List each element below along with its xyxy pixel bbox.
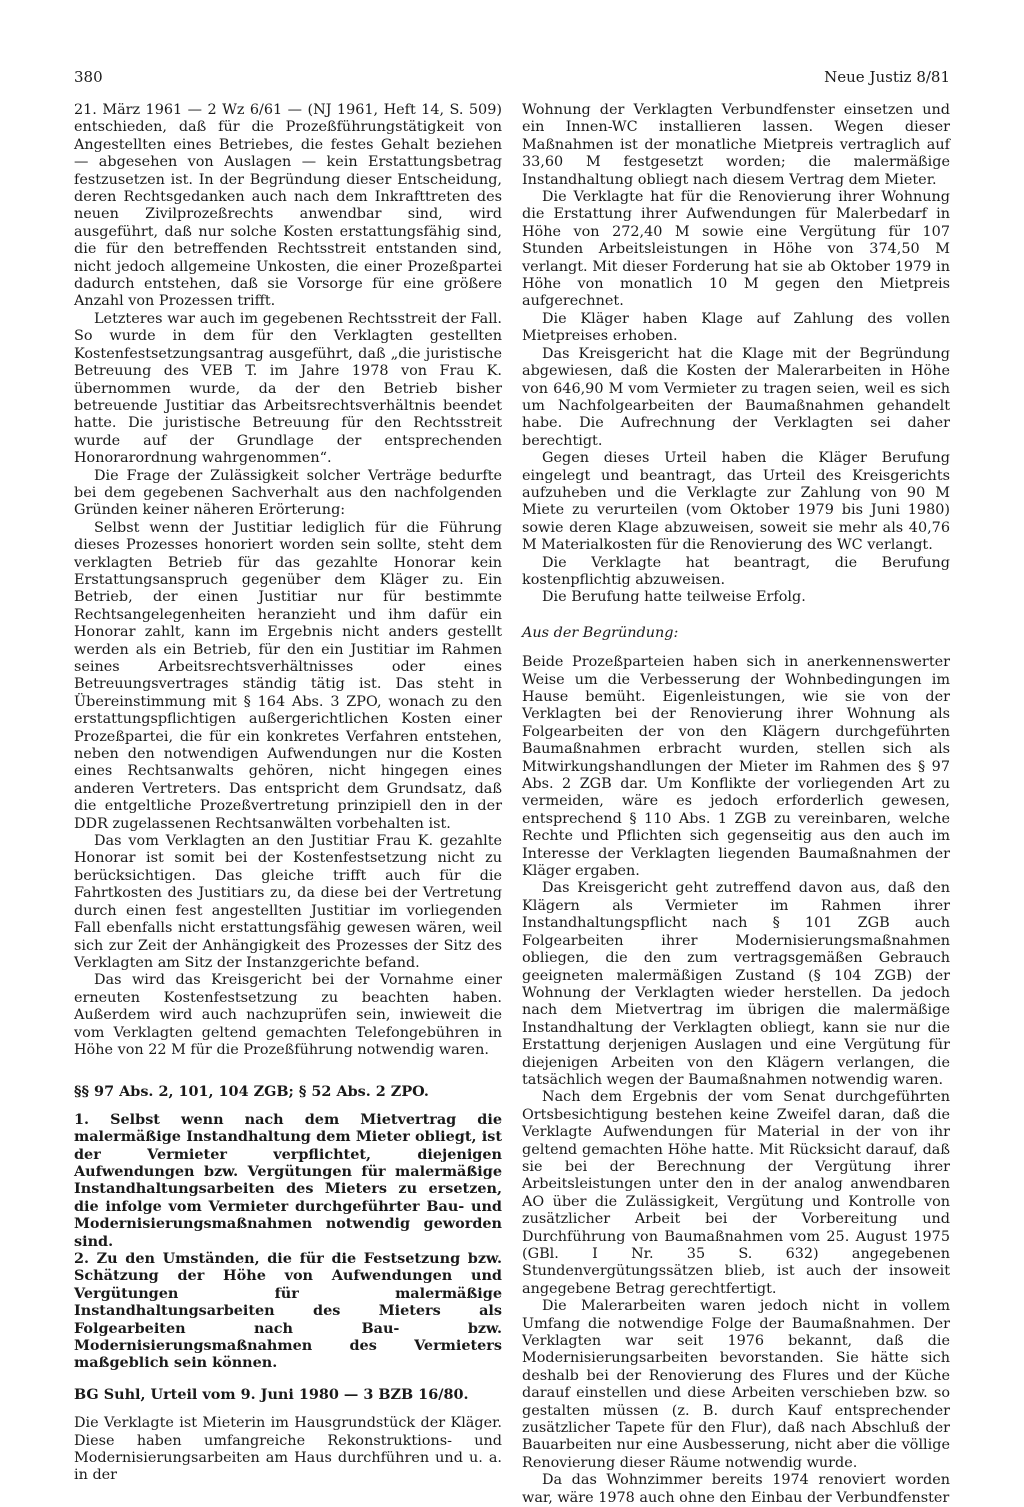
paragraph: 21. März 1961 — 2 Wz 6/61 — (NJ 1961, Heft 14, S. 509) entschieden, daß für die Prozeßführungstätigkeit von Angestellten eines Betriebes, die festes Gehalt beziehen — abgesehen von Auslagen — kein Erstattungsbetrag festzusetzen ist. In der Begründung dieser Entscheidung, deren Rechtsgedanken auch nach dem Inkrafttreten des neuen Zivilprozeßrechts anwendbar sind, wird ausgeführt, daß nur solche Kosten erstattungsfähig sind, die für den betreffenden Rechtsstreit entstanden sind, nicht jedoch allgemeine Unkosten, die einer Prozeßpartei dadurch entstehen, daß sie Vorsorge für eine größere Anzahl von Prozessen trifft. — [74, 102, 502, 310]
paragraph: Selbst wenn der Justitiar lediglich für die Führung dieses Prozesses honoriert worden sein sollte, steht dem verklagten Betrieb für das gezahlte Honorar kein Erstattungsanspruch gegenüber dem Kläger zu. Ein Betrieb, der einen Justitiar nur für bestimmte Rechtsangelegenheiten heranzieht und ihm dafür ein Honorar zahlt, kann im Ergebnis nicht anders gestellt werden als ein Betrieb, für den ein Justitiar im Rahmen seines Arbeitsrechtsverhältnisses oder eines Betreuungsvertrages ständig tätig ist. Das steht in Übereinstimmung mit § 164 Abs. 3 ZPO, wonach zu den erstattungspflichtigen außergerichtlichen Kosten einer Prozeßpartei, die für ein konkretes Verfahren entstehen, neben den notwendigen Aufwendungen nur die Kosten eines Rechtsanwalts gehören, nicht hingegen eines anderen Vertreters. Das entspricht dem Grundsatz, daß die entgeltliche Prozeßvertretung prinzipiell den in der DDR zugelassenen Rechtsanwälten vorbehalten ist. — [74, 519, 502, 832]
paragraph: Die Verklagte hat beantragt, die Berufung kostenpflichtig abzuweisen. — [522, 554, 950, 588]
page-header — [74, 68, 950, 90]
paragraph: Die Malerarbeiten waren jedoch nicht in vollem Umfang die notwendige Folge der Baumaßnahmen. Der Verklagten war seit 1976 bekannt, daß die Modernisierungsarbeiten bevorstanden. Sie hätte sich deshalb bei der Renovierung des Flures und der Küche darauf einstellen und diese Arbeiten verschieben bzw. so gestalten müssen (z. B. durch Kauf entsprechender zusätzlicher Tapete für den Flur), daß nach Abschluß der Bauarbeiten nur eine Ausbesserung, nicht aber die völlige Renovierung dieser Räume notwendig wurde. — [522, 1298, 950, 1471]
paragraph: Gegen dieses Urteil haben die Kläger Berufung eingelegt und beantragt, das Urteil des Kreisgerichts aufzuheben und die Verklagte zur Zahlung von 90 M Miete zu verurteilen (vom Oktober 1979 bis Juni 1980) sowie deren Klage abzuweisen, soweit sie mehr als 40,76 M Materialkosten für die Renovierung des WC verlangt. — [522, 450, 950, 554]
leitsatz-1: 1. Selbst wenn nach dem Mietvertrag die malermäßige Instandhaltung dem Mieter obliegt, ist der Vermieter verpflichtet, diejenigen Aufwendungen bzw. Vergütungen für malermäßige Instandhaltungsarbeiten des Mieters zu ersetzen, die infolge vom Vermieter durchgeführter Bau- und Modernisierungsmaßnahmen notwendig geworden sind. — [74, 1110, 502, 1250]
leitsatz-2: 2. Zu den Umständen, die für die Festsetzung bzw. Schätzung der Höhe von Aufwendungen und Vergütungen für malermäßige Instandhaltungsarbeiten des Mieters als Folgearbeiten nach Bau- bzw. Modernisierungsmaßnahmen des Vermieters maßgeblich sein können. — [74, 1250, 502, 1372]
court-decision-line: BG Suhl, Urteil vom 9. Juni 1980 — 3 BZB 16/80. — [74, 1385, 469, 1403]
statute-heading: §§ 97 Abs. 2, 101, 104 ZGB; § 52 Abs. 2 ZPO. — [74, 1083, 429, 1101]
paragraph: Letzteres war auch im gegebenen Rechtsstreit der Fall. So wurde in dem für den Verklagten gestellten Kostenfestsetzungsantrag ausgeführt, daß „die juristische Betreuung des VEB T. im Jahre 1978 von Frau K. übernommen wurde, da der den Betrieb bisher betreuende Justitiar das Arbeitsrechtsverhältnis beendet hatte. Die juristische Betreuung für den Rechtsstreit wurde auf der Grundlage der entsprechenden Honorarordnung wahrgenommen“. — [74, 310, 502, 467]
paragraph: Die Berufung hatte teilweise Erfolg. — [542, 589, 806, 606]
right-column — [522, 102, 950, 1507]
paragraph: Nach dem Ergebnis der vom Senat durchgeführten Ortsbesichtigung bestehen keine Zweifel daran, daß die Verklagte Aufwendungen für Material in der von ihr geltend gemachten Höhe hatte. Mit Rücksicht darauf, daß sie bei der Berechnung der Vergütung ihrer Arbeitsleistungen unter den in der analog anwendbaren AO über die Zulässigkeit, Vergütung und Kontrolle von zusätzlicher Arbeit bei der Vorbereitung und Durchführung von Baumaßnahmen vom 25. August 1975 (GBl. I Nr. 35 S. 632) angegebenen Stundenvergütungssätzen blieb, ist auch der insoweit angegebene Betrag gerechtfertigt. — [522, 1089, 950, 1297]
left-column — [74, 102, 502, 1485]
paragraph: Das Kreisgericht geht zutreffend davon aus, daß den Klägern als Vermieter im Rahmen ihrer Instandhaltungspflicht nach § 101 ZGB auch Folgearbeiten ihrer Modernisierungsmaßnahmen obliegen, die den zum vertragsgemäßen Gebrauch geeigneten malermäßigen Zustand (§ 104 ZGB) der Wohnung der Verklagten wieder herstellen. Da jedoch nach dem Mietvertrag im übrigen die malermäßige Instandhaltung der Verklagten obliegt, kann sie nur die Erstattung derjenigen Auslagen und eine Vergütung für diejenigen Arbeiten von den Klägern verlangen, die tatsächlich wegen der Baumaßnahmen notwendig waren. — [522, 880, 950, 1088]
paragraph: Die Verklagte hat für die Renovierung ihrer Wohnung die Erstattung ihrer Aufwendungen für Malerbedarf in Höhe von 272,40 M sowie eine Vergütung für 107 Stunden Arbeitsleistungen in Höhe von 374,50 M verlangt. Mit dieser Forderung hat sie ab Oktober 1979 in Höhe von monatlich 10 M gegen den Mietpreis aufgerechnet. — [522, 189, 950, 310]
paragraph: Das vom Verklagten an den Justitiar Frau K. gezahlte Honorar ist somit bei der Kostenfestsetzung nicht zu berücksichtigen. Das gleiche trifft auch für die Fahrtkosten des Justitiars zu, da diese bei der Vertretung durch einen fest angestellten Justitiar im vorliegenden Fall ebenfalls nicht erstattungsfähig gewesen wären, weil sich zur Zeit der Anhängigkeit des Prozesses der Sitz des Verklagten am Sitz der Instanzgerichte befand. — [74, 833, 502, 971]
paragraph: Die Frage der Zulässigkeit solcher Verträge bedurfte bei dem gegebenen Sachverhalt aus den nachfolgenden Gründen keiner näheren Erörterung: — [74, 467, 502, 519]
paragraph: Die Verklagte ist Mieterin im Hausgrundstück der Kläger. Diese haben umfangreiche Rekonstruktions- und Modernisierungsarbeiten am Haus durchführen und u. a. in der — [74, 1415, 502, 1484]
paragraph: Da das Wohnzimmer bereits 1974 renoviert worden war, wäre 1978 auch ohne den Einbau der Verbundfenster — [522, 1472, 950, 1506]
paragraph: Beide Prozeßparteien haben sich in anerkennenswerter Weise um die Verbesserung der Wohnbedingungen im Hause bemüht. Eigenleistungen, wie sie von der Verklagten bei der Renovierung ihrer Wohnung als Folgearbeiten der von den Klägern durchgeführten Baumaßnahmen erbracht wurden, stellen sich als Mitwirkungshandlungen der Mieter im Rahmen des § 97 Abs. 2 ZGB dar. Um Konflikte der vorliegenden Art zu vermeiden, wäre es jedoch erforderlich gewesen, entsprechend § 110 Abs. 1 ZGB zu vereinbaren, welche Rechte und Pflichten sich gegenseitig aus den auch im Interesse der Verklagten liegenden Baumaßnahmen der Kläger ergaben. — [522, 654, 950, 880]
paragraph: Die Kläger haben Klage auf Zahlung des vollen Mietpreises erhoben. — [522, 310, 950, 345]
section-subheading: Aus der Begründung: — [522, 624, 679, 641]
page-number: 380 — [74, 68, 103, 86]
paragraph: Das Kreisgericht hat die Klage mit der Begründung abgewiesen, daß die Kosten der Malerarbeiten in Höhe von 646,90 M vom Vermieter zu tragen seien, weil es sich um Nachfolgearbeiten der Baumaßnahmen gehandelt habe. Die Aufrechnung der Verklagten sei daher berechtigt. — [522, 345, 950, 449]
paragraph: Wohnung der Verklagten Verbundfenster einsetzen und ein Innen-WC installieren lassen. Wegen dieser Maßnahmen ist der monatliche Mietpreis vertraglich auf 33,60 M festgesetzt worden; die malermäßige Instandhaltung obliegt nach diesem Vertrag dem Mieter. — [522, 102, 950, 188]
journal-title: Neue Justiz 8/81 — [824, 68, 950, 86]
paragraph: Das wird das Kreisgericht bei der Vornahme einer erneuten Kostenfestsetzung zu beachten haben. Außerdem wird auch nachzuprüfen sein, inwieweit die vom Verklagten geltend gemachten Telefongebühren in Höhe von 22 M für die Prozeßführung notwendig waren. — [74, 972, 502, 1058]
